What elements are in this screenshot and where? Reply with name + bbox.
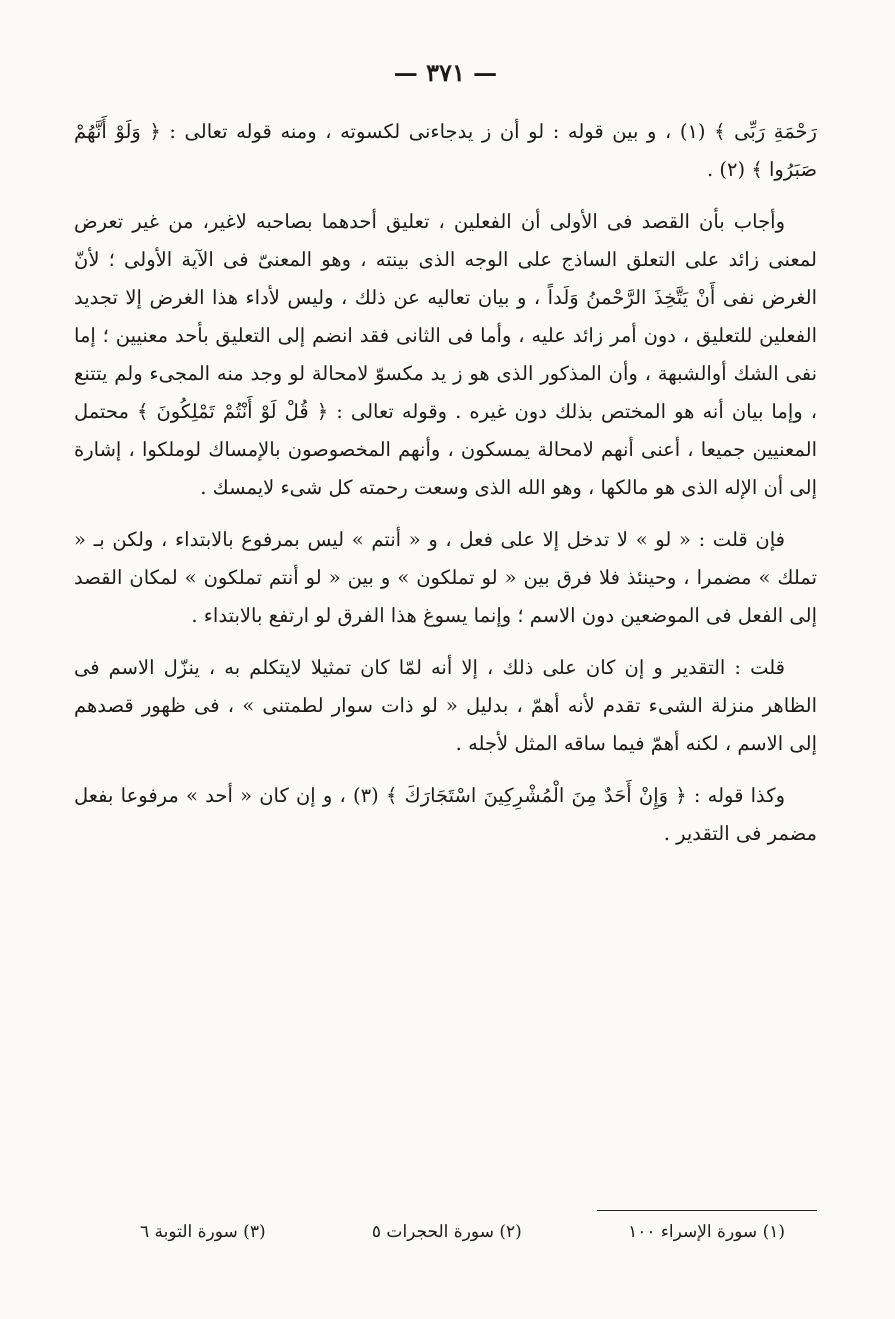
paragraph-1: رَحْمَةِ رَبِّى ﴾ (١) ، و بين قوله : لو أن ز يدجاءنى لكسوته ، ومنه قوله تعالى : ﴿ وَلَوْ أَنَّهُمْ صَبَرُوا ﴾ (٢) . bbox=[74, 120, 817, 181]
paragraph-4: قلت : التقدير و إن كان على ذلك ، إلا أنه لمّا كان تمثيلا لايتكلم به ، ينزّل الاسم فى الظاهر منزلة الشىء تقدم لأنه أهمّ ، بدليل « لو ذات سوار لطمتنى » ، فى ظهور قصدهم إلى الاسم ، لكنه أهمّ فيما ساقه المثل لأجله . bbox=[74, 656, 817, 755]
paragraph-5: وكذا قوله : ﴿ وَإِنْ أَحَدٌ مِنَ الْمُشْرِكِينَ اسْتَجَارَكَ ﴾ (٣) ، و إن كان « أحد » مرفوعا بفعل مضمر فى التقدير . bbox=[74, 784, 817, 845]
paragraph-2: وأجاب بأن القصد فى الأولى أن الفعلين ، تعليق أحدهما بصاحبه لاغير، من غير تعرض لمعنى زائد على التعلق الساذج على الوجه الذى بينته ، وهو المعنىّ فى الآية الأولى ؛ لأنّ الغرض نفى أَنْ يَتَّخِذَ الرَّحْمنُ وَلَداً ، و بيان تعاليه عن ذلك ، وليس لأداء هذا الغرض إلا تجديد الفعلين للتعليق ، دون أمر زائد عليه ، وأما فى الثانى فقد انضم إلى التعليق بأحد معنيين ؛ إما نفى الشك أوالشبهة ، وأن المذكور الذى هو ز يد مكسوّ لامحالة لو وجد منه المجىء ولم يتتنع ، وإما بيان أنه هو المختص بذلك دون غيره . وقوله تعالى : ﴿ قُلْ لَوْ أَنْتُمْ تَمْلِكُونَ ﴾ محتمل المعنيين جميعا ، أعنى أنهم لامحالة يمسكون ، وأنهم المخصوصون بالإمساك لوملكوا ، إشارة إلى أن الإله الذى هو مالكها ، وهو الله الذى وسعت رحمته كل شىء لايمسك . bbox=[74, 210, 817, 499]
footnote-1: (١) سورة الإسراء ١٠٠ bbox=[628, 1222, 785, 1242]
body-text bbox=[74, 113, 817, 853]
footnote-3: (٣) سورة التوبة ٦ bbox=[140, 1222, 266, 1242]
footnotes bbox=[140, 1222, 785, 1242]
footnote-2: (٢) سورة الحجرات ٥ bbox=[371, 1222, 522, 1242]
page-number: — ٣٧١ — bbox=[393, 58, 498, 87]
paragraph-3: فإن قلت : « لو » لا تدخل إلا على فعل ، و « أنتم » ليس بمرفوع بالابتداء ، ولكن بـ « تملك » مضمرا ، وحينئذ فلا فرق بين « لو تملكون » و بين « لو أنتم تملكون » لمكان القصد إلى الفعل فى الموضعين دون الاسم ؛ وإنما يسوغ هذا الفرق لو ارتفع بالابتداء . bbox=[74, 528, 817, 627]
footnote-divider bbox=[597, 1210, 817, 1211]
